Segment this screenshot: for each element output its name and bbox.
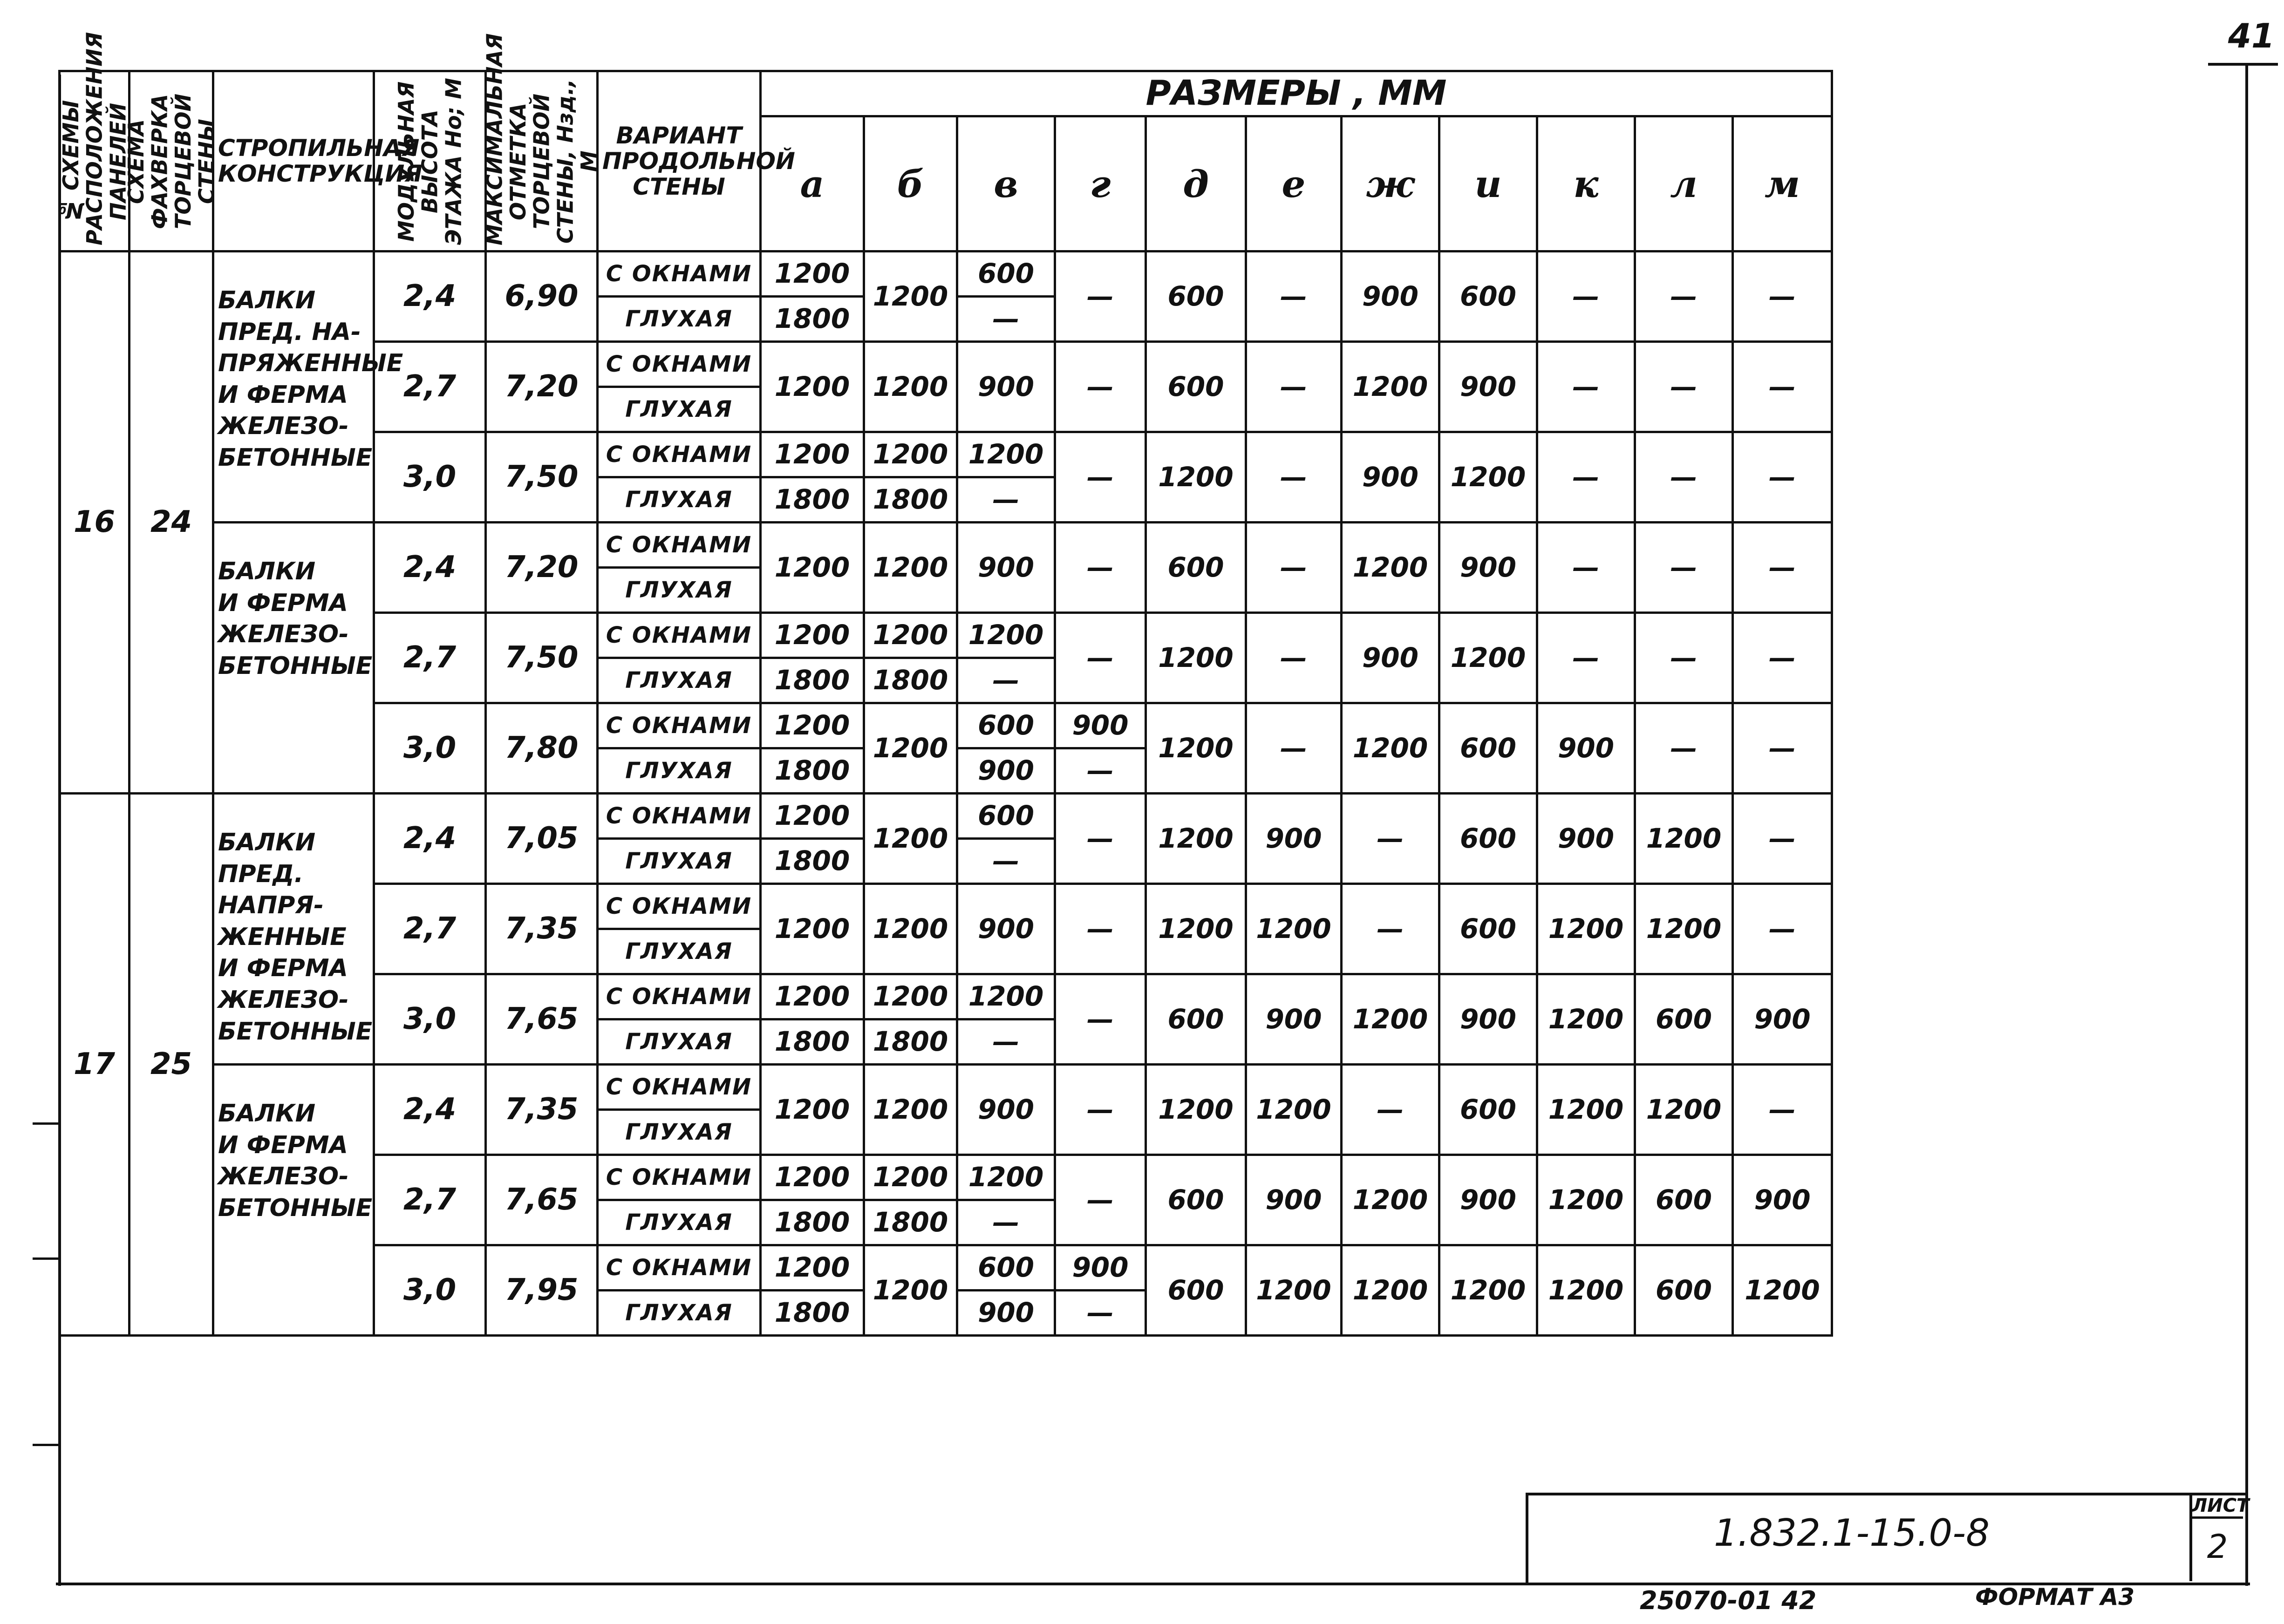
dim-b: 1200 [864, 703, 957, 794]
dim-v: — [957, 839, 1055, 884]
variant-blank: ГЛУХАЯ [598, 568, 761, 613]
scheme-number: 17 [60, 794, 130, 1336]
dim-e: 1200 [1246, 1065, 1342, 1155]
dim-k: 900 [1537, 794, 1635, 884]
dim-k: 900 [1537, 703, 1635, 794]
dim-a: 1800 [761, 297, 864, 342]
dim-zh: 1200 [1342, 523, 1439, 613]
dim-b: 1800 [864, 1019, 957, 1065]
dim-i: 600 [1439, 703, 1537, 794]
dim-k: 1200 [1537, 974, 1635, 1065]
dim-e: 900 [1246, 794, 1342, 884]
dim-l: — [1635, 432, 1733, 523]
dim-v: 600 [957, 1245, 1055, 1291]
dim-a: 1200 [761, 1065, 864, 1155]
dim-v: — [957, 297, 1055, 342]
dim-e: — [1246, 523, 1342, 613]
dim-e: — [1246, 251, 1342, 342]
max-mark: 7,05 [486, 794, 598, 884]
dim-b: 1200 [864, 794, 957, 884]
modular-height: 3,0 [374, 432, 486, 523]
dim-v: — [957, 658, 1055, 703]
dim-e: — [1246, 613, 1342, 703]
dim-l: 1200 [1635, 794, 1733, 884]
dim-letter: д [1146, 116, 1246, 251]
dim-k: — [1537, 432, 1635, 523]
dim-d: 600 [1146, 342, 1246, 432]
dim-l: — [1635, 613, 1733, 703]
dim-v: 600 [957, 794, 1055, 839]
dim-d: 1200 [1146, 613, 1246, 703]
dim-b: 1800 [864, 1200, 957, 1245]
dim-a: 1200 [761, 613, 864, 658]
dim-m: — [1733, 523, 1832, 613]
document-designation: 1.832.1-15.0-8 [1713, 1511, 1990, 1555]
roof-structure-line: БЕТОННЫЕ [218, 1017, 373, 1046]
dim-g: — [1055, 794, 1146, 884]
scheme-number: 16 [60, 251, 130, 794]
dim-g: 900 [1055, 703, 1146, 748]
dim-m: 1200 [1733, 1245, 1832, 1336]
dim-m: — [1733, 884, 1832, 974]
sheet-value: 2 [2207, 1528, 2228, 1566]
roof-structure-line: И ФЕРМА [218, 954, 348, 983]
dim-b: 1200 [864, 884, 957, 974]
variant-blank: ГЛУХАЯ [598, 658, 761, 703]
dim-b: 1800 [864, 477, 957, 523]
variant-blank: ГЛУХАЯ [598, 477, 761, 523]
max-mark: 7,65 [486, 974, 598, 1065]
dim-v: 600 [957, 703, 1055, 748]
table-row [60, 1065, 1832, 1110]
dim-b: 1200 [864, 1155, 957, 1200]
dim-zh: 900 [1342, 613, 1439, 703]
dim-b: 1200 [864, 1245, 957, 1336]
dim-a: 1800 [761, 839, 864, 884]
dim-k: — [1537, 342, 1635, 432]
dim-g: — [1055, 432, 1146, 523]
sheet-number: 41 [2228, 16, 2275, 55]
dim-v: 900 [957, 884, 1055, 974]
header-roof-structure: СТРОПИЛЬНАЯ КОНСТРУКЦИЯ [213, 71, 374, 251]
dim-m: — [1733, 432, 1832, 523]
dim-d: 1200 [1146, 884, 1246, 974]
variant-blank: ГЛУХАЯ [598, 297, 761, 342]
variant-with-windows: С ОКНАМИ [598, 974, 761, 1019]
dim-d: 600 [1146, 1155, 1246, 1245]
dim-v: 1200 [957, 1155, 1055, 1200]
dim-m: — [1733, 342, 1832, 432]
variant-with-windows: С ОКНАМИ [598, 342, 761, 387]
dim-e: — [1246, 703, 1342, 794]
format-label: ФОРМАТ А3 [1975, 1583, 2135, 1610]
dim-k: 1200 [1537, 1065, 1635, 1155]
frame-right-line [2245, 63, 2248, 1586]
modular-height: 2,4 [374, 523, 486, 613]
dim-zh: 1200 [1342, 1155, 1439, 1245]
margin-tick [33, 1122, 61, 1125]
dim-k: — [1537, 523, 1635, 613]
dim-zh: 900 [1342, 432, 1439, 523]
sheet-label: ЛИСТ [2192, 1495, 2243, 1519]
dim-v: 1200 [957, 613, 1055, 658]
variant-blank: ГЛУХАЯ [598, 839, 761, 884]
margin-tick [33, 1444, 61, 1446]
roof-structure-label [213, 251, 403, 523]
dim-m: — [1733, 251, 1832, 342]
variant-with-windows: С ОКНАМИ [598, 432, 761, 477]
dim-i: 600 [1439, 794, 1537, 884]
dim-g: — [1055, 1155, 1146, 1245]
dim-d: 600 [1146, 974, 1246, 1065]
roof-structure-line: ЖЕННЫЕ [218, 923, 347, 951]
dim-i: 1200 [1439, 432, 1537, 523]
dim-v: 900 [957, 342, 1055, 432]
top-frame-line [2208, 63, 2278, 66]
dim-v: 600 [957, 251, 1055, 297]
dim-g: — [1055, 1065, 1146, 1155]
dim-i: 600 [1439, 251, 1537, 342]
dim-l: — [1635, 703, 1733, 794]
variant-blank: ГЛУХАЯ [598, 1291, 761, 1336]
dim-letter: б [864, 116, 957, 251]
dim-letter: е [1246, 116, 1342, 251]
dim-g: — [1055, 974, 1146, 1065]
max-mark: 7,50 [486, 432, 598, 523]
max-mark: 7,35 [486, 884, 598, 974]
modular-height: 2,7 [374, 342, 486, 432]
dim-l: 600 [1635, 1245, 1733, 1336]
dim-d: 600 [1146, 523, 1246, 613]
variant-blank: ГЛУХАЯ [598, 929, 761, 974]
modular-height: 3,0 [374, 703, 486, 794]
dimensions-table [58, 32, 1833, 1337]
dim-i: 900 [1439, 1155, 1537, 1245]
dim-g: — [1055, 342, 1146, 432]
variant-with-windows: С ОКНАМИ [598, 613, 761, 658]
modular-height: 2,7 [374, 1155, 486, 1245]
dim-zh: 1200 [1342, 974, 1439, 1065]
roof-structure-line: ЖЕЛЕЗО- [218, 1162, 349, 1191]
dim-i: 900 [1439, 523, 1537, 613]
modular-height: 3,0 [374, 1245, 486, 1336]
roof-structure-label [213, 1065, 374, 1336]
roof-structure-line: БЕТОННЫЕ [218, 443, 373, 472]
dim-letter: ж [1342, 116, 1439, 251]
variant-with-windows: С ОКНАМИ [598, 1065, 761, 1110]
dim-v: 900 [957, 748, 1055, 794]
variant-blank: ГЛУХАЯ [598, 748, 761, 794]
dim-d: 1200 [1146, 703, 1246, 794]
roof-structure-line: БАЛКИ [218, 1100, 316, 1128]
dim-e: — [1246, 432, 1342, 523]
roof-structure-line: ЖЕЛЕЗО- [218, 412, 349, 441]
variant-blank: ГЛУХАЯ [598, 1200, 761, 1245]
dim-m: 900 [1733, 1155, 1832, 1245]
table-row [60, 251, 1832, 297]
dim-a: 1800 [761, 658, 864, 703]
modular-height: 2,7 [374, 884, 486, 974]
dim-letter: к [1537, 116, 1635, 251]
variant-with-windows: С ОКНАМИ [598, 884, 761, 929]
header-modular-height: МОДУЛЬНАЯ ВЫСОТА ЭТАЖА Hо; М [374, 71, 486, 251]
dim-a: 1800 [761, 1200, 864, 1245]
dim-v: 1200 [957, 432, 1055, 477]
dim-b: 1200 [864, 342, 957, 432]
dim-b: 1200 [864, 613, 957, 658]
table-row [60, 523, 1832, 568]
dim-b: 1200 [864, 523, 957, 613]
variant-with-windows: С ОКНАМИ [598, 251, 761, 297]
dim-zh: 1200 [1342, 1245, 1439, 1336]
variant-with-windows: С ОКНАМИ [598, 1155, 761, 1200]
max-mark: 6,90 [486, 251, 598, 342]
dim-k: 1200 [1537, 884, 1635, 974]
dim-a: 1200 [761, 1155, 864, 1200]
dim-v: 900 [957, 1065, 1055, 1155]
frame-scheme-number: 24 [130, 251, 213, 794]
dim-i: 1200 [1439, 1245, 1537, 1336]
dim-zh: 1200 [1342, 703, 1439, 794]
dim-g: — [1055, 884, 1146, 974]
max-mark: 7,20 [486, 523, 598, 613]
dim-d: 1200 [1146, 794, 1246, 884]
dim-b: 1200 [864, 251, 957, 342]
dim-i: 900 [1439, 974, 1537, 1065]
max-mark: 7,80 [486, 703, 598, 794]
dim-b: 1200 [864, 1065, 957, 1155]
variant-with-windows: С ОКНАМИ [598, 794, 761, 839]
variant-with-windows: С ОКНАМИ [598, 703, 761, 748]
dim-letter: в [957, 116, 1055, 251]
modular-height: 2,4 [374, 794, 486, 884]
dim-m: — [1733, 613, 1832, 703]
dim-d: 1200 [1146, 432, 1246, 523]
roof-structure-line: И ФЕРМА [218, 381, 348, 409]
dim-i: 1200 [1439, 613, 1537, 703]
dim-letter: г [1055, 116, 1146, 251]
dim-d: 600 [1146, 251, 1246, 342]
dim-m: 900 [1733, 974, 1832, 1065]
dim-e: 1200 [1246, 884, 1342, 974]
dim-g: — [1055, 1291, 1146, 1336]
roof-structure-line: БАЛКИ [218, 557, 316, 585]
header-max-mark: МАКСИМАЛЬНАЯ ОТМЕТКА ТОРЦЕВОЙ СТЕНЫ, Нзд., М [486, 71, 598, 251]
header-variant: ВАРИАНТ ПРОДОЛЬНОЙ СТЕНЫ [598, 71, 761, 251]
dim-b: 1200 [864, 432, 957, 477]
dim-a: 1200 [761, 432, 864, 477]
roof-structure-line: ЖЕЛЕЗО- [218, 985, 349, 1014]
max-mark: 7,35 [486, 1065, 598, 1155]
dim-g: — [1055, 251, 1146, 342]
dim-zh: — [1342, 884, 1439, 974]
variant-with-windows: С ОКНАМИ [598, 1245, 761, 1291]
max-mark: 7,20 [486, 342, 598, 432]
roof-structure-line: И ФЕРМА [218, 589, 348, 617]
dim-g: — [1055, 613, 1146, 703]
variant-blank: ГЛУХАЯ [598, 1110, 761, 1155]
dim-a: 1800 [761, 1019, 864, 1065]
dim-k: — [1537, 251, 1635, 342]
max-mark: 7,95 [486, 1245, 598, 1336]
dim-zh: — [1342, 1065, 1439, 1155]
variant-blank: ГЛУХАЯ [598, 387, 761, 432]
dim-a: 1800 [761, 477, 864, 523]
dim-b: 1800 [864, 658, 957, 703]
dim-zh: 1200 [1342, 342, 1439, 432]
dim-zh: — [1342, 794, 1439, 884]
inventory-number: 25070-01 42 [1640, 1586, 1817, 1615]
dim-e: 1200 [1246, 1245, 1342, 1336]
dim-v: 900 [957, 523, 1055, 613]
dim-e: 900 [1246, 974, 1342, 1065]
modular-height: 2,4 [374, 251, 486, 342]
dim-e: — [1246, 342, 1342, 432]
dim-l: 600 [1635, 1155, 1733, 1245]
roof-structure-line: БЕТОННЫЕ [218, 652, 373, 680]
dim-m: — [1733, 794, 1832, 884]
roof-structure-line: БАЛКИ [218, 286, 316, 314]
dim-l: — [1635, 523, 1733, 613]
dim-a: 1200 [761, 251, 864, 297]
dim-v: 1200 [957, 974, 1055, 1019]
modular-height: 2,4 [374, 1065, 486, 1155]
dim-i: 600 [1439, 1065, 1537, 1155]
dim-g: — [1055, 523, 1146, 613]
dim-a: 1200 [761, 1245, 864, 1291]
dim-a: 1200 [761, 342, 864, 432]
dim-k: 1200 [1537, 1245, 1635, 1336]
dim-i: 900 [1439, 342, 1537, 432]
dim-letter: а [761, 116, 864, 251]
variant-with-windows: С ОКНАМИ [598, 523, 761, 568]
dim-a: 1200 [761, 794, 864, 839]
table-body [60, 251, 1832, 1336]
dim-zh: 900 [1342, 251, 1439, 342]
dim-g: 900 [1055, 1245, 1146, 1291]
roof-structure-line: ЖЕЛЕЗО- [218, 620, 349, 649]
dim-letter: л [1635, 116, 1733, 251]
roof-structure-line: И ФЕРМА [218, 1131, 348, 1159]
variant-blank: ГЛУХАЯ [598, 1019, 761, 1065]
margin-tick [33, 1257, 61, 1260]
roof-structure-line: БЕТОННЫЕ [218, 1194, 373, 1222]
header-dimensions: РАЗМЕРЫ , ММ [761, 71, 1832, 116]
dim-v: — [957, 1200, 1055, 1245]
table-row [60, 794, 1832, 839]
roof-structure-line: ПРЕД. НАПРЯ- [218, 860, 324, 920]
dim-v: 900 [957, 1291, 1055, 1336]
max-mark: 7,50 [486, 613, 598, 703]
max-mark: 7,65 [486, 1155, 598, 1245]
header-frame-scheme: СХЕМА ФАХВЕРКА ТОРЦЕВОЙ СТЕНЫ [130, 71, 213, 251]
dim-m: — [1733, 1065, 1832, 1155]
dim-a: 1200 [761, 884, 864, 974]
roof-structure-line: БАЛКИ [218, 829, 316, 856]
roof-structure-label [213, 794, 374, 1065]
dim-a: 1200 [761, 523, 864, 613]
modular-height: 3,0 [374, 974, 486, 1065]
dim-l: — [1635, 342, 1733, 432]
dim-l: 600 [1635, 974, 1733, 1065]
dim-d: 600 [1146, 1245, 1246, 1336]
dim-k: — [1537, 613, 1635, 703]
roof-structure-line: ПРЕД. НА- [218, 318, 361, 346]
header-scheme-no: № СХЕМЫ РАСПОЛОЖЕНИЯ ПАНЕЛЕЙ [60, 71, 130, 251]
dim-i: 600 [1439, 884, 1537, 974]
dim-d: 1200 [1146, 1065, 1246, 1155]
dim-letter: и [1439, 116, 1537, 251]
dim-a: 1200 [761, 974, 864, 1019]
dim-letter: м [1733, 116, 1832, 251]
modular-height: 2,7 [374, 613, 486, 703]
dim-k: 1200 [1537, 1155, 1635, 1245]
dim-v: — [957, 1019, 1055, 1065]
dim-l: — [1635, 251, 1733, 342]
dim-v: — [957, 477, 1055, 523]
dim-g: — [1055, 748, 1146, 794]
roof-structure-line: ПРЯЖЕННЫЕ [218, 349, 403, 378]
dim-l: 1200 [1635, 884, 1733, 974]
dim-m: — [1733, 703, 1832, 794]
dim-a: 1800 [761, 1291, 864, 1336]
frame-scheme-number: 25 [130, 794, 213, 1336]
dim-e: 900 [1246, 1155, 1342, 1245]
dim-l: 1200 [1635, 1065, 1733, 1155]
dim-b: 1200 [864, 974, 957, 1019]
dim-a: 1200 [761, 703, 864, 748]
dim-a: 1800 [761, 748, 864, 794]
roof-structure-label [213, 523, 374, 794]
